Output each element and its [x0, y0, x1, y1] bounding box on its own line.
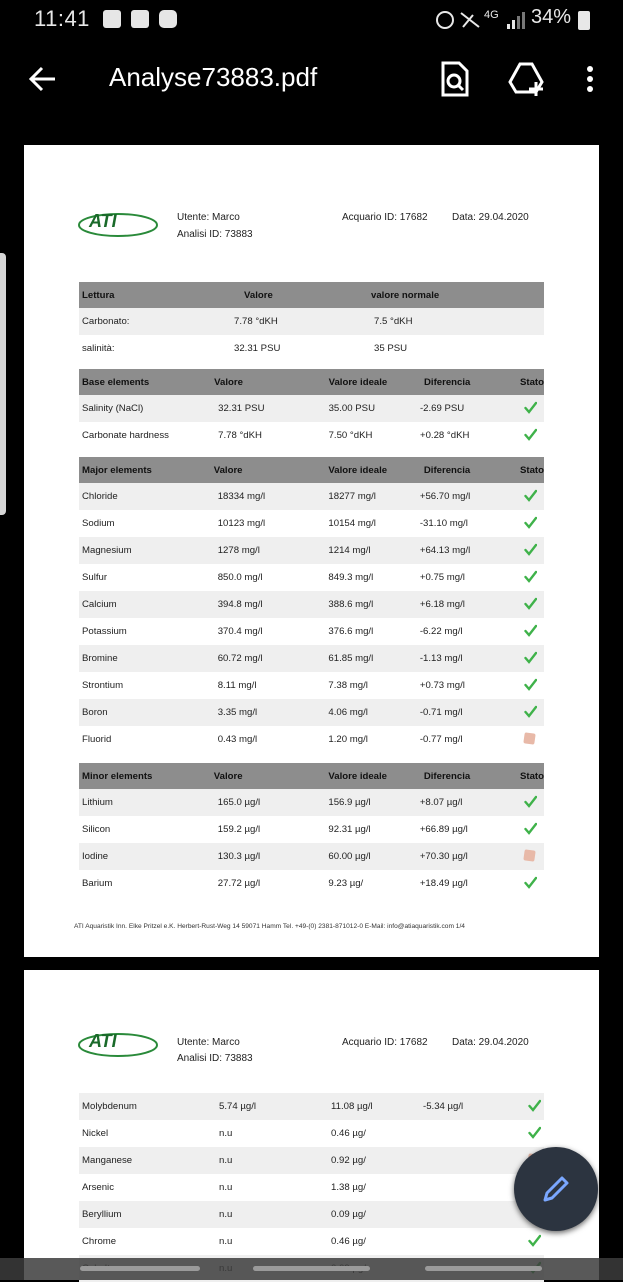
status-warning-icon: [523, 732, 535, 744]
cell: Silicon: [82, 824, 111, 835]
table-row: [79, 335, 544, 362]
cell: Sulfur: [82, 572, 108, 583]
cell: 8.11 mg/l: [217, 680, 257, 691]
table-row: [79, 870, 544, 897]
column-header: Diferencia: [406, 457, 500, 483]
table-row: [79, 699, 544, 726]
cell: -2.69 PSU: [406, 395, 500, 422]
youtube-notification-icon: [159, 10, 177, 28]
cell: -0.71 mg/l: [406, 699, 500, 726]
cell: 18334 mg/l: [196, 483, 311, 510]
status-ok-icon: [524, 489, 537, 502]
table-row: [79, 645, 544, 672]
cell: +66.89 µg/l: [419, 824, 468, 835]
cell: n.u: [219, 1236, 233, 1247]
status-cell: [500, 816, 544, 843]
minor-elements-table: [79, 763, 544, 897]
aquarium-id: Acquario ID: 17682: [342, 1037, 428, 1048]
table-row: [79, 510, 544, 537]
status-warning-icon: [523, 849, 535, 861]
status-cell: [500, 789, 544, 816]
cell: +70.30 µg/l: [406, 843, 500, 870]
status-bar: [0, 0, 623, 40]
cell: Carbonato:: [79, 308, 231, 335]
svg-text:ATI: ATI: [89, 1031, 117, 1051]
cell: 35.00 PSU: [311, 395, 406, 422]
cell: +18.49 µg/l: [419, 878, 468, 889]
cell: 35 PSU: [374, 343, 408, 354]
cell: Magnesium: [79, 537, 196, 564]
column-header: Valore ideale: [310, 763, 405, 789]
cell: 849.3 mg/l: [328, 572, 374, 583]
cell: 1278 mg/l: [196, 537, 311, 564]
edit-fab-button[interactable]: [514, 1147, 598, 1231]
table-row: [79, 564, 544, 591]
pencil-icon: [540, 1173, 572, 1205]
user-label: Utente: Marco: [177, 1037, 240, 1048]
status-ok-icon: [524, 678, 537, 691]
column-header: Diferencia: [406, 763, 500, 789]
cell: 370.4 mg/l: [217, 626, 263, 637]
cell: 159.2 µg/l: [217, 824, 261, 835]
cell: 9.23 µg/: [328, 878, 364, 889]
table-row: [79, 1093, 544, 1120]
status-ok-icon: [524, 543, 537, 556]
cell: [409, 1120, 504, 1147]
cell: Molybdenum: [79, 1093, 197, 1120]
status-cell: [500, 591, 544, 618]
column-header: Stato: [500, 763, 544, 789]
alarm-mute-icons: [435, 9, 483, 31]
cell: Arsenic: [82, 1182, 114, 1193]
cell: Iodine: [79, 843, 196, 870]
cell: Bromine: [79, 645, 196, 672]
cell: 7.50 °dKH: [328, 430, 373, 441]
cell: +64.13 mg/l: [406, 537, 500, 564]
document-title: Analyse73883.pdf: [109, 62, 318, 92]
cell: +0.73 mg/l: [419, 680, 465, 691]
cell: 4.06 mg/l: [310, 699, 405, 726]
table-row: [79, 308, 544, 335]
cell: Manganese: [79, 1147, 197, 1174]
header-valore: Valore: [231, 282, 371, 308]
cell: 394.8 mg/l: [196, 591, 311, 618]
image-notification-icon: [131, 10, 149, 28]
nav-recents-button[interactable]: [80, 1266, 200, 1271]
major-elements-table: [79, 457, 544, 753]
nav-back-button[interactable]: [425, 1266, 542, 1271]
column-header: Minor elements: [79, 763, 196, 789]
cell: [409, 1174, 504, 1201]
column-header: Base elements: [79, 369, 196, 395]
header-valore-normale: valore normale: [371, 282, 544, 308]
status-ok-icon: [524, 597, 537, 610]
column-header: Valore ideale: [310, 457, 405, 483]
network-type: 4G: [484, 9, 499, 21]
cell: 11.08 µg/l: [313, 1093, 409, 1120]
aquarium-id: Acquario ID: 17682: [342, 212, 428, 223]
page-footer: ATI Aquaristik Inn. Elke Pritzel e.K. Herbert-Rust-Weg 14 59071 Hamm Tel. +49-(0) 2381-871012-0 E-Mail: info@atiaquaristik.com 1/4: [74, 923, 465, 930]
battery-percent: 34%: [531, 6, 572, 28]
cell: 60.72 mg/l: [196, 645, 311, 672]
cell: 0.46 µg/: [331, 1236, 366, 1247]
column-header: Diferencia: [406, 369, 500, 395]
find-in-document-icon[interactable]: [437, 60, 471, 98]
cell: 1.20 mg/l: [328, 734, 368, 745]
system-nav-bar: [0, 1258, 623, 1280]
table-row: [79, 726, 544, 753]
cell: Fluorid: [82, 734, 112, 745]
status-ok-icon: [524, 570, 537, 583]
cell: 130.3 µg/l: [196, 843, 311, 870]
cell: n.u: [197, 1201, 313, 1228]
cell: n.u: [197, 1147, 313, 1174]
status-cell: [500, 422, 544, 449]
battery-icon: [577, 9, 591, 31]
cell: 7.38 mg/l: [328, 680, 368, 691]
pdf-page-1: [24, 145, 599, 957]
cell: Calcium: [79, 591, 196, 618]
cell: 7.78 °dKH: [231, 308, 371, 335]
cell: 7.5 °dKH: [371, 308, 544, 335]
table-row: [79, 1174, 544, 1201]
ati-logo: [77, 205, 159, 239]
status-ok-icon: [524, 705, 537, 718]
status-ok-icon: [524, 822, 537, 835]
cell: 92.31 µg/l: [328, 824, 371, 835]
cell: 5.74 µg/l: [197, 1093, 313, 1120]
cell: [409, 1201, 504, 1228]
column-header: Major elements: [79, 457, 196, 483]
column-header: Valore ideale: [311, 369, 406, 395]
cell: 156.9 µg/l: [310, 789, 405, 816]
cell: n.u: [219, 1182, 233, 1193]
reading-header-row: [79, 282, 544, 308]
cell: Boron: [79, 699, 196, 726]
table-row: [79, 618, 544, 645]
app-toolbar: [0, 40, 623, 120]
cell: Salinity (NaCl): [79, 395, 196, 422]
cell: salinità:: [82, 343, 115, 354]
column-header: Valore: [196, 457, 311, 483]
cell: 0.46 µg/: [331, 1128, 366, 1139]
status-cell: [500, 564, 544, 591]
cell: Chrome: [82, 1236, 117, 1247]
trace-elements-table: [79, 1093, 544, 1282]
cell: n.u: [219, 1128, 233, 1139]
status-ok-icon: [528, 1234, 541, 1247]
cell: -31.10 mg/l: [419, 518, 468, 529]
column-header: Stato: [500, 457, 544, 483]
cell: -0.77 mg/l: [419, 734, 463, 745]
cell: 7.78 °dKH: [218, 430, 262, 441]
cell: [409, 1147, 504, 1174]
cell: Potassium: [82, 626, 127, 637]
more-options-icon[interactable]: [580, 60, 600, 98]
cell: 165.0 µg/l: [196, 789, 311, 816]
table-row: [79, 843, 544, 870]
user-label: Utente: Marco: [177, 212, 240, 223]
table-row: [79, 537, 544, 564]
cell: Sodium: [82, 518, 115, 529]
status-cell: [500, 483, 544, 510]
svg-text:ATI: ATI: [89, 211, 117, 231]
analysis-id: Analisi ID: 73883: [177, 1053, 253, 1064]
status-cell: [500, 537, 544, 564]
status-cell: [500, 618, 544, 645]
status-cell: [500, 645, 544, 672]
cell: 0.92 µg/: [313, 1147, 409, 1174]
status-ok-icon: [524, 516, 537, 529]
cell: +0.75 mg/l: [419, 572, 465, 583]
table-header-row: [79, 763, 544, 789]
cell: -1.13 mg/l: [406, 645, 500, 672]
column-header: Valore: [196, 369, 310, 395]
cell: Strontium: [82, 680, 124, 691]
cell: 61.85 mg/l: [310, 645, 405, 672]
analysis-date: Data: 29.04.2020: [452, 1037, 529, 1048]
cell: 60.00 µg/l: [310, 843, 405, 870]
cell: 0.43 mg/l: [217, 734, 258, 745]
cell: 388.6 mg/l: [310, 591, 405, 618]
cell: 32.31 PSU: [196, 395, 310, 422]
table-row: [79, 591, 544, 618]
pdf-page-2: [24, 970, 599, 1280]
cell: +8.07 µg/l: [406, 789, 500, 816]
cell: 10154 mg/l: [328, 518, 376, 529]
status-cell: [504, 1093, 544, 1120]
status-ok-icon: [524, 624, 537, 637]
cell: Nickel: [82, 1128, 109, 1139]
cell: +56.70 mg/l: [406, 483, 500, 510]
back-arrow-icon[interactable]: [28, 64, 58, 94]
table-row: [79, 1147, 544, 1174]
status-time: 11:41: [34, 6, 90, 31]
ati-logo: [77, 1025, 159, 1059]
status-ok-icon: [524, 651, 537, 664]
cell: 32.31 PSU: [234, 343, 281, 354]
status-cell: [500, 726, 544, 753]
cell: 0.09 µg/: [313, 1201, 409, 1228]
check-notification-icon: [103, 10, 121, 28]
signal-icon: [505, 10, 525, 30]
status-cell: [500, 870, 544, 897]
cell: 3.35 mg/l: [196, 699, 311, 726]
status-ok-icon: [524, 876, 537, 889]
status-ok-icon: [524, 401, 537, 414]
status-cell: [504, 1120, 544, 1147]
add-to-drive-icon[interactable]: [508, 60, 546, 98]
table-row: [79, 1201, 544, 1228]
cell: Beryllium: [79, 1201, 197, 1228]
table-row: [79, 1120, 544, 1147]
table-row: [79, 816, 544, 843]
cell: -6.22 mg/l: [419, 626, 463, 637]
status-cell: [504, 1228, 544, 1255]
cell: 850.0 mg/l: [217, 572, 263, 583]
table-row: [79, 483, 544, 510]
status-ok-icon: [528, 1126, 541, 1139]
table-header-row: [79, 369, 544, 395]
table-row: [79, 395, 544, 422]
cell: 27.72 µg/l: [217, 878, 261, 889]
cell: Carbonate hardness: [82, 430, 169, 441]
status-ok-icon: [524, 428, 537, 441]
status-cell: [500, 843, 544, 870]
cell: +6.18 mg/l: [406, 591, 500, 618]
analysis-date: Data: 29.04.2020: [452, 212, 529, 223]
cell: -5.34 µg/l: [409, 1093, 504, 1120]
column-header: Valore: [196, 763, 311, 789]
cell: +0.28 °dKH: [419, 430, 470, 441]
status-cell: [500, 672, 544, 699]
cell: [409, 1228, 504, 1255]
cell: Barium: [82, 878, 113, 889]
status-cell: [500, 699, 544, 726]
cell: Chloride: [79, 483, 196, 510]
cell: 10123 mg/l: [217, 518, 266, 529]
table-row: [79, 1228, 544, 1255]
table-row: [79, 672, 544, 699]
cell: 18277 mg/l: [310, 483, 405, 510]
table-header-row: [79, 457, 544, 483]
header-lettura: Lettura: [79, 282, 231, 308]
status-cell: [500, 395, 544, 422]
column-header: Stato: [500, 369, 544, 395]
analysis-id: Analisi ID: 73883: [177, 229, 253, 240]
cell: 376.6 mg/l: [328, 626, 374, 637]
reading-table: [79, 282, 544, 362]
base-elements-table: [79, 369, 544, 449]
cell: 1214 mg/l: [310, 537, 405, 564]
table-row: [79, 422, 544, 449]
status-ok-icon: [528, 1099, 541, 1112]
status-ok-icon: [524, 795, 537, 808]
cell: Lithium: [79, 789, 196, 816]
nav-home-button[interactable]: [253, 1266, 370, 1271]
side-edge-handle[interactable]: [0, 253, 6, 515]
cell: 1.38 µg/: [331, 1182, 366, 1193]
status-cell: [500, 510, 544, 537]
table-row: [79, 789, 544, 816]
